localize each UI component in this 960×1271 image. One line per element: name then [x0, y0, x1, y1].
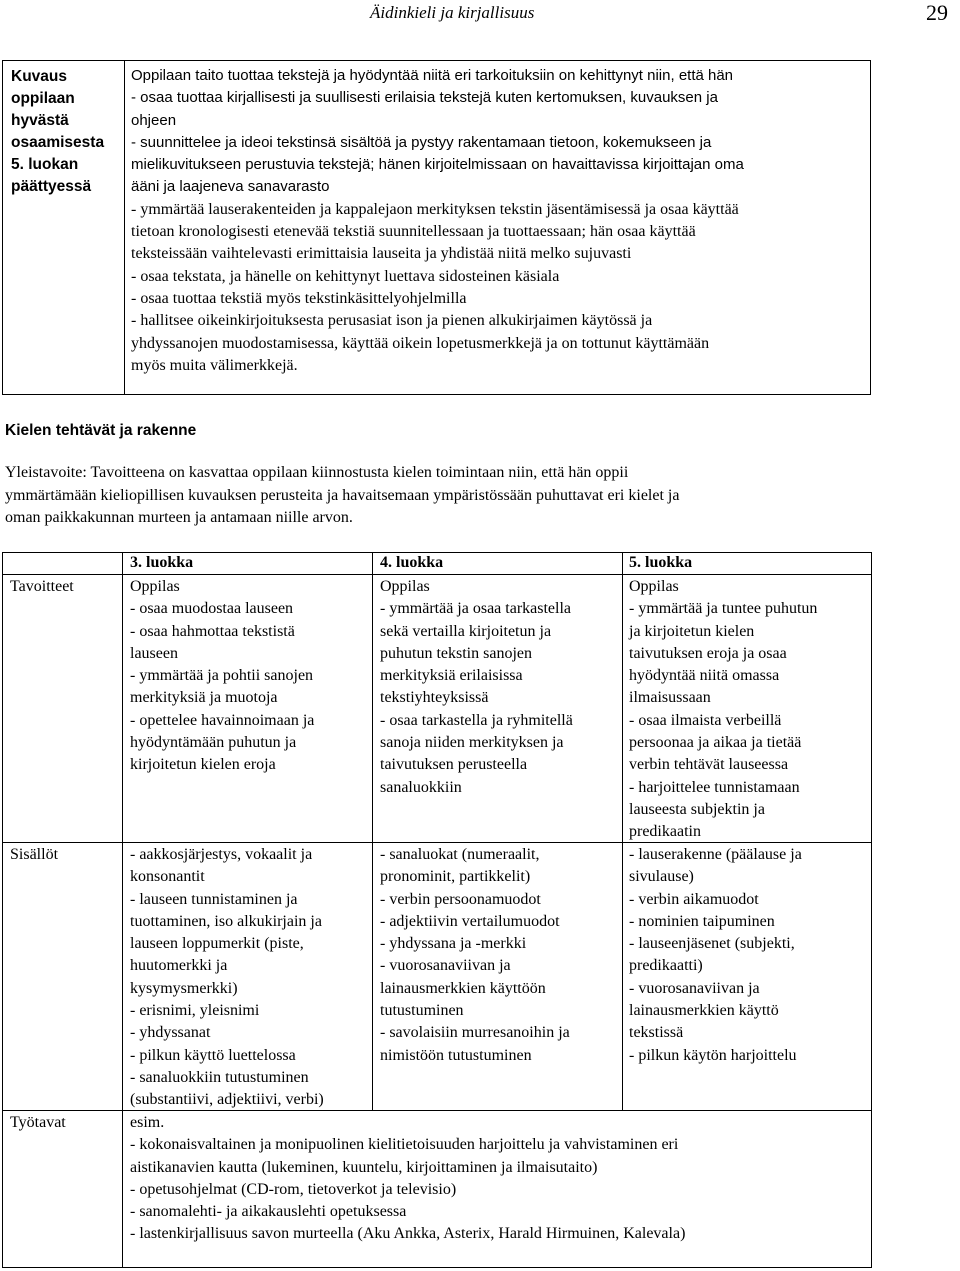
cell-line: - opettelee havainnoimaan ja [130, 711, 315, 729]
evaluation-line: - suunnittelee ja ideoi tekstinsä sisältöä ja pystyy rakentamaan tietoon, kokemukseen ja [131, 133, 712, 151]
cell-line: - aakkosjärjestys, vokaalit ja [130, 846, 313, 863]
cell-line: - sanaluokat (numeraalit, [380, 846, 540, 863]
cell-line: - osaa ilmaista verbeillä [629, 711, 782, 729]
cell-line: merkityksiä erilaisissa [380, 667, 523, 685]
cell-line: puhutun tekstin sanojen [380, 644, 532, 662]
cell-line: tuottaminen, iso alkukirjain ja [130, 912, 322, 930]
cell-line: pronominit, partikkelit) [380, 868, 531, 886]
evaluation-line: - ymmärtää lauserakenteiden ja kappalejaon merkityksen tekstin jäsentämisessä ja osaa käyttää [131, 200, 739, 218]
page-header [0, 0, 960, 30]
cell-line: esim. [130, 1114, 165, 1131]
cell-line: - lastenkirjallisuus savon murteella (Aku Ankka, Asterix, Harald Hirmuinen, Kalevala) [130, 1225, 686, 1243]
evaluation-line: - osaa tekstata, ja hänelle on kehittynyt luettava sidosteinen käsiala [131, 267, 560, 285]
cell-line: nimistöön tutustuminen [380, 1046, 532, 1064]
cell-line: - vuorosanaviivan ja [380, 957, 511, 975]
cell-line: - ymmärtää ja tuntee puhutun [629, 600, 818, 618]
evaluation-line: yhdyssanojen muodostamisessa, käyttää oikein lopetusmerkkejä ja on tottunut käyttämään [131, 334, 710, 352]
cell-line: - osaa hahmottaa tekstistä [130, 622, 295, 640]
cell-line: taivutuksen eroja ja osaa [629, 644, 787, 662]
goals-grade5-cell [629, 576, 817, 844]
row-label-methods: Työtavat [10, 1114, 66, 1131]
contents-grade3-cell [130, 844, 324, 1112]
cell-line: aistikanavien kautta (lukeminen, kuuntelu, kirjoittaminen ja ilmaisutaito) [130, 1158, 598, 1176]
cell-line: huutomerkki ja [130, 957, 228, 975]
cell-line: lauseen [130, 644, 178, 662]
evaluation-line: - hallitsee oikeinkirjoituksesta perusasiat ison ja pienen alkukirjaimen käytössä ja [131, 312, 653, 330]
cell-line: - lauseenjäsenet (subjekti, [629, 935, 795, 953]
column-header-grade3: 3. luokka [130, 554, 194, 571]
evaluation-label [3, 61, 125, 394]
cell-line: hyödyntää niitä omassa [629, 667, 780, 685]
cell-line: - osaa muodostaa lauseen [130, 600, 294, 618]
cell-line: - yhdyssana ja -merkki [380, 935, 527, 953]
cell-line: - yhdyssanat [130, 1024, 211, 1042]
evaluation-line: myös muita välimerkkejä. [131, 356, 298, 374]
cell-line: taivutuksen perusteella [380, 756, 528, 774]
cell-line: lainausmerkkien käyttöön [380, 979, 546, 997]
evaluation-line: - osaa tuottaa kirjallisesti ja suullisesti erilaisia tekstejä kuten kertomuksen, kuvauksen ja [131, 89, 718, 107]
running-title: Äidinkieli ja kirjallisuus [370, 3, 535, 22]
table-rule [122, 552, 123, 1268]
cell-line: - sanaluokkiin tutustuminen [130, 1068, 309, 1086]
cell-line: verbin tehtävät lauseessa [629, 756, 789, 774]
table-rule [372, 552, 373, 1111]
cell-line: - harjoittelee tunnistamaan [629, 778, 800, 796]
cell-line: - nominien taipuminen [629, 912, 775, 930]
goals-grade4-cell [380, 576, 573, 799]
cell-line: - opetusohjelmat (CD-rom, tietoverkot ja televisio) [130, 1180, 457, 1198]
evaluation-label-line: osaamisesta [11, 134, 105, 151]
cell-line: hyödyntämään puhutun ja [130, 734, 297, 752]
goals-grade3-cell [130, 576, 314, 777]
contents-grade5-cell [629, 844, 802, 1067]
evaluation-line: - osaa tuottaa tekstiä myös tekstinkäsittelyohjelmilla [131, 289, 467, 307]
table-rule [2, 1267, 872, 1268]
intro-line: Yleistavoite: Tavoitteena on kasvattaa oppilaan kiinnostusta kielen toimintaan niin, että hän oppii [5, 464, 629, 481]
cell-line: - savolaisiin murresanoihin ja [380, 1024, 570, 1042]
cell-line: lainausmerkkien käyttö [629, 1002, 779, 1020]
curriculum-table [2, 552, 872, 1268]
cell-line: Oppilas [629, 578, 679, 595]
cell-line: ja kirjoitetun kielen [629, 622, 755, 640]
cell-line: tekstissä [629, 1024, 684, 1042]
cell-line: - pilkun käyttö luettelossa [130, 1046, 296, 1064]
cell-line: Oppilas [380, 578, 430, 595]
section-heading: Kielen tehtävät ja rakenne [5, 422, 197, 439]
table-rule [2, 552, 3, 1268]
cell-line: sivulause) [629, 868, 694, 886]
cell-line: - adjektiivin vertailumuodot [380, 912, 560, 930]
cell-line: - verbin persoonamuodot [380, 890, 541, 908]
cell-line: predikaatin [629, 823, 701, 841]
table-rule [622, 552, 623, 1111]
evaluation-label-line: hyvästä [11, 112, 69, 129]
cell-line: kysymysmerkki) [130, 979, 238, 997]
evaluation-line: tietoan kronologisesti etenevää tekstiä suunnitellessaan ja tuottaessaan; hän osaa käyttää [131, 223, 696, 241]
cell-line: lauseen loppumerkit (piste, [130, 935, 304, 953]
row-label-goals: Tavoitteet [10, 578, 74, 595]
evaluation-label-line: Kuvaus [11, 68, 67, 85]
evaluation-label-line: päättyessä [11, 178, 92, 195]
cell-line: - kokonaisvaltainen ja monipuolinen kielitietoisuuden harjoittelu ja vahvistaminen eri [130, 1136, 679, 1154]
cell-line: - osaa tarkastella ja ryhmitellä [380, 711, 573, 729]
cell-line: - ymmärtää ja osaa tarkastella [380, 600, 572, 618]
cell-line: Oppilas [130, 578, 180, 595]
evaluation-label-line: 5. luokan [11, 156, 79, 173]
cell-line: kirjoitetun kielen eroja [130, 756, 276, 774]
intro-line: ymmärtämään kieliopillisen kuvauksen perusteita ja havaitsemaan ympäristössään puhuttavat eri kielet ja [5, 486, 680, 504]
cell-line: persoonaa ja aikaa ja tietää [629, 734, 802, 752]
cell-line: - erisnimi, yleisnimi [130, 1002, 260, 1020]
evaluation-box [2, 60, 871, 395]
cell-line: tekstiyhteyksissä [380, 689, 489, 707]
cell-line: sanoja niiden merkityksen ja [380, 734, 564, 752]
cell-line: (substantiivi, adjektiivi, verbi) [130, 1091, 324, 1109]
contents-grade4-cell [380, 844, 570, 1067]
cell-line: lauseesta subjektin ja [629, 800, 765, 818]
evaluation-line: ääni ja laajeneva sanavarasto [131, 178, 330, 196]
cell-line: konsonantit [130, 868, 205, 886]
cell-line: - ymmärtää ja pohtii sanojen [130, 667, 314, 685]
evaluation-label-line: oppilaan [11, 90, 75, 107]
cell-line: tutustuminen [380, 1002, 464, 1020]
column-header-grade4: 4. luokka [380, 554, 444, 571]
cell-line: - pilkun käytön harjoittelu [629, 1046, 797, 1064]
cell-line: - lauseen tunnistaminen ja [130, 890, 298, 908]
cell-line: merkityksiä ja muotoja [130, 689, 278, 707]
cell-line: - lauserakenne (päälause ja [629, 846, 802, 863]
cell-line: predikaatti) [629, 957, 703, 975]
cell-line: sanaluokkiin [380, 778, 462, 796]
cell-line: ilmaisussaan [629, 689, 711, 707]
intro-line: oman paikkakunnan murteen ja antamaan niille arvon. [5, 509, 353, 526]
evaluation-line: ohjeen [131, 111, 177, 129]
cell-line: - vuorosanaviivan ja [629, 979, 760, 997]
evaluation-line: Oppilaan taito tuottaa tekstejä ja hyödyntää niitä eri tarkoituksiin on kehittynyt niin, että hän [131, 67, 734, 84]
row-label-contents: Sisällöt [10, 846, 59, 863]
evaluation-line: teksteissään vaihtelevasti erimittaisia lauseita ja yhdistää niitä melko sujuvasti [131, 245, 632, 263]
evaluation-text [125, 61, 870, 394]
cell-line: - sanomalehti- ja aikakauslehti opetuksessa [130, 1203, 407, 1221]
intro-paragraph [5, 462, 955, 530]
column-header-grade5: 5. luokka [629, 554, 693, 571]
evaluation-line: mielikuvitukseen perustuvia tekstejä; hänen kirjoitelmissaan on havaittavissa kirjoittajan oma [131, 156, 744, 174]
table-rule [871, 552, 872, 1268]
cell-line: - verbin aikamuodot [629, 890, 759, 908]
cell-line: sekä vertailla kirjoitetun ja [380, 622, 552, 640]
methods-cell [130, 1112, 685, 1246]
page-number: 29 [926, 0, 948, 25]
